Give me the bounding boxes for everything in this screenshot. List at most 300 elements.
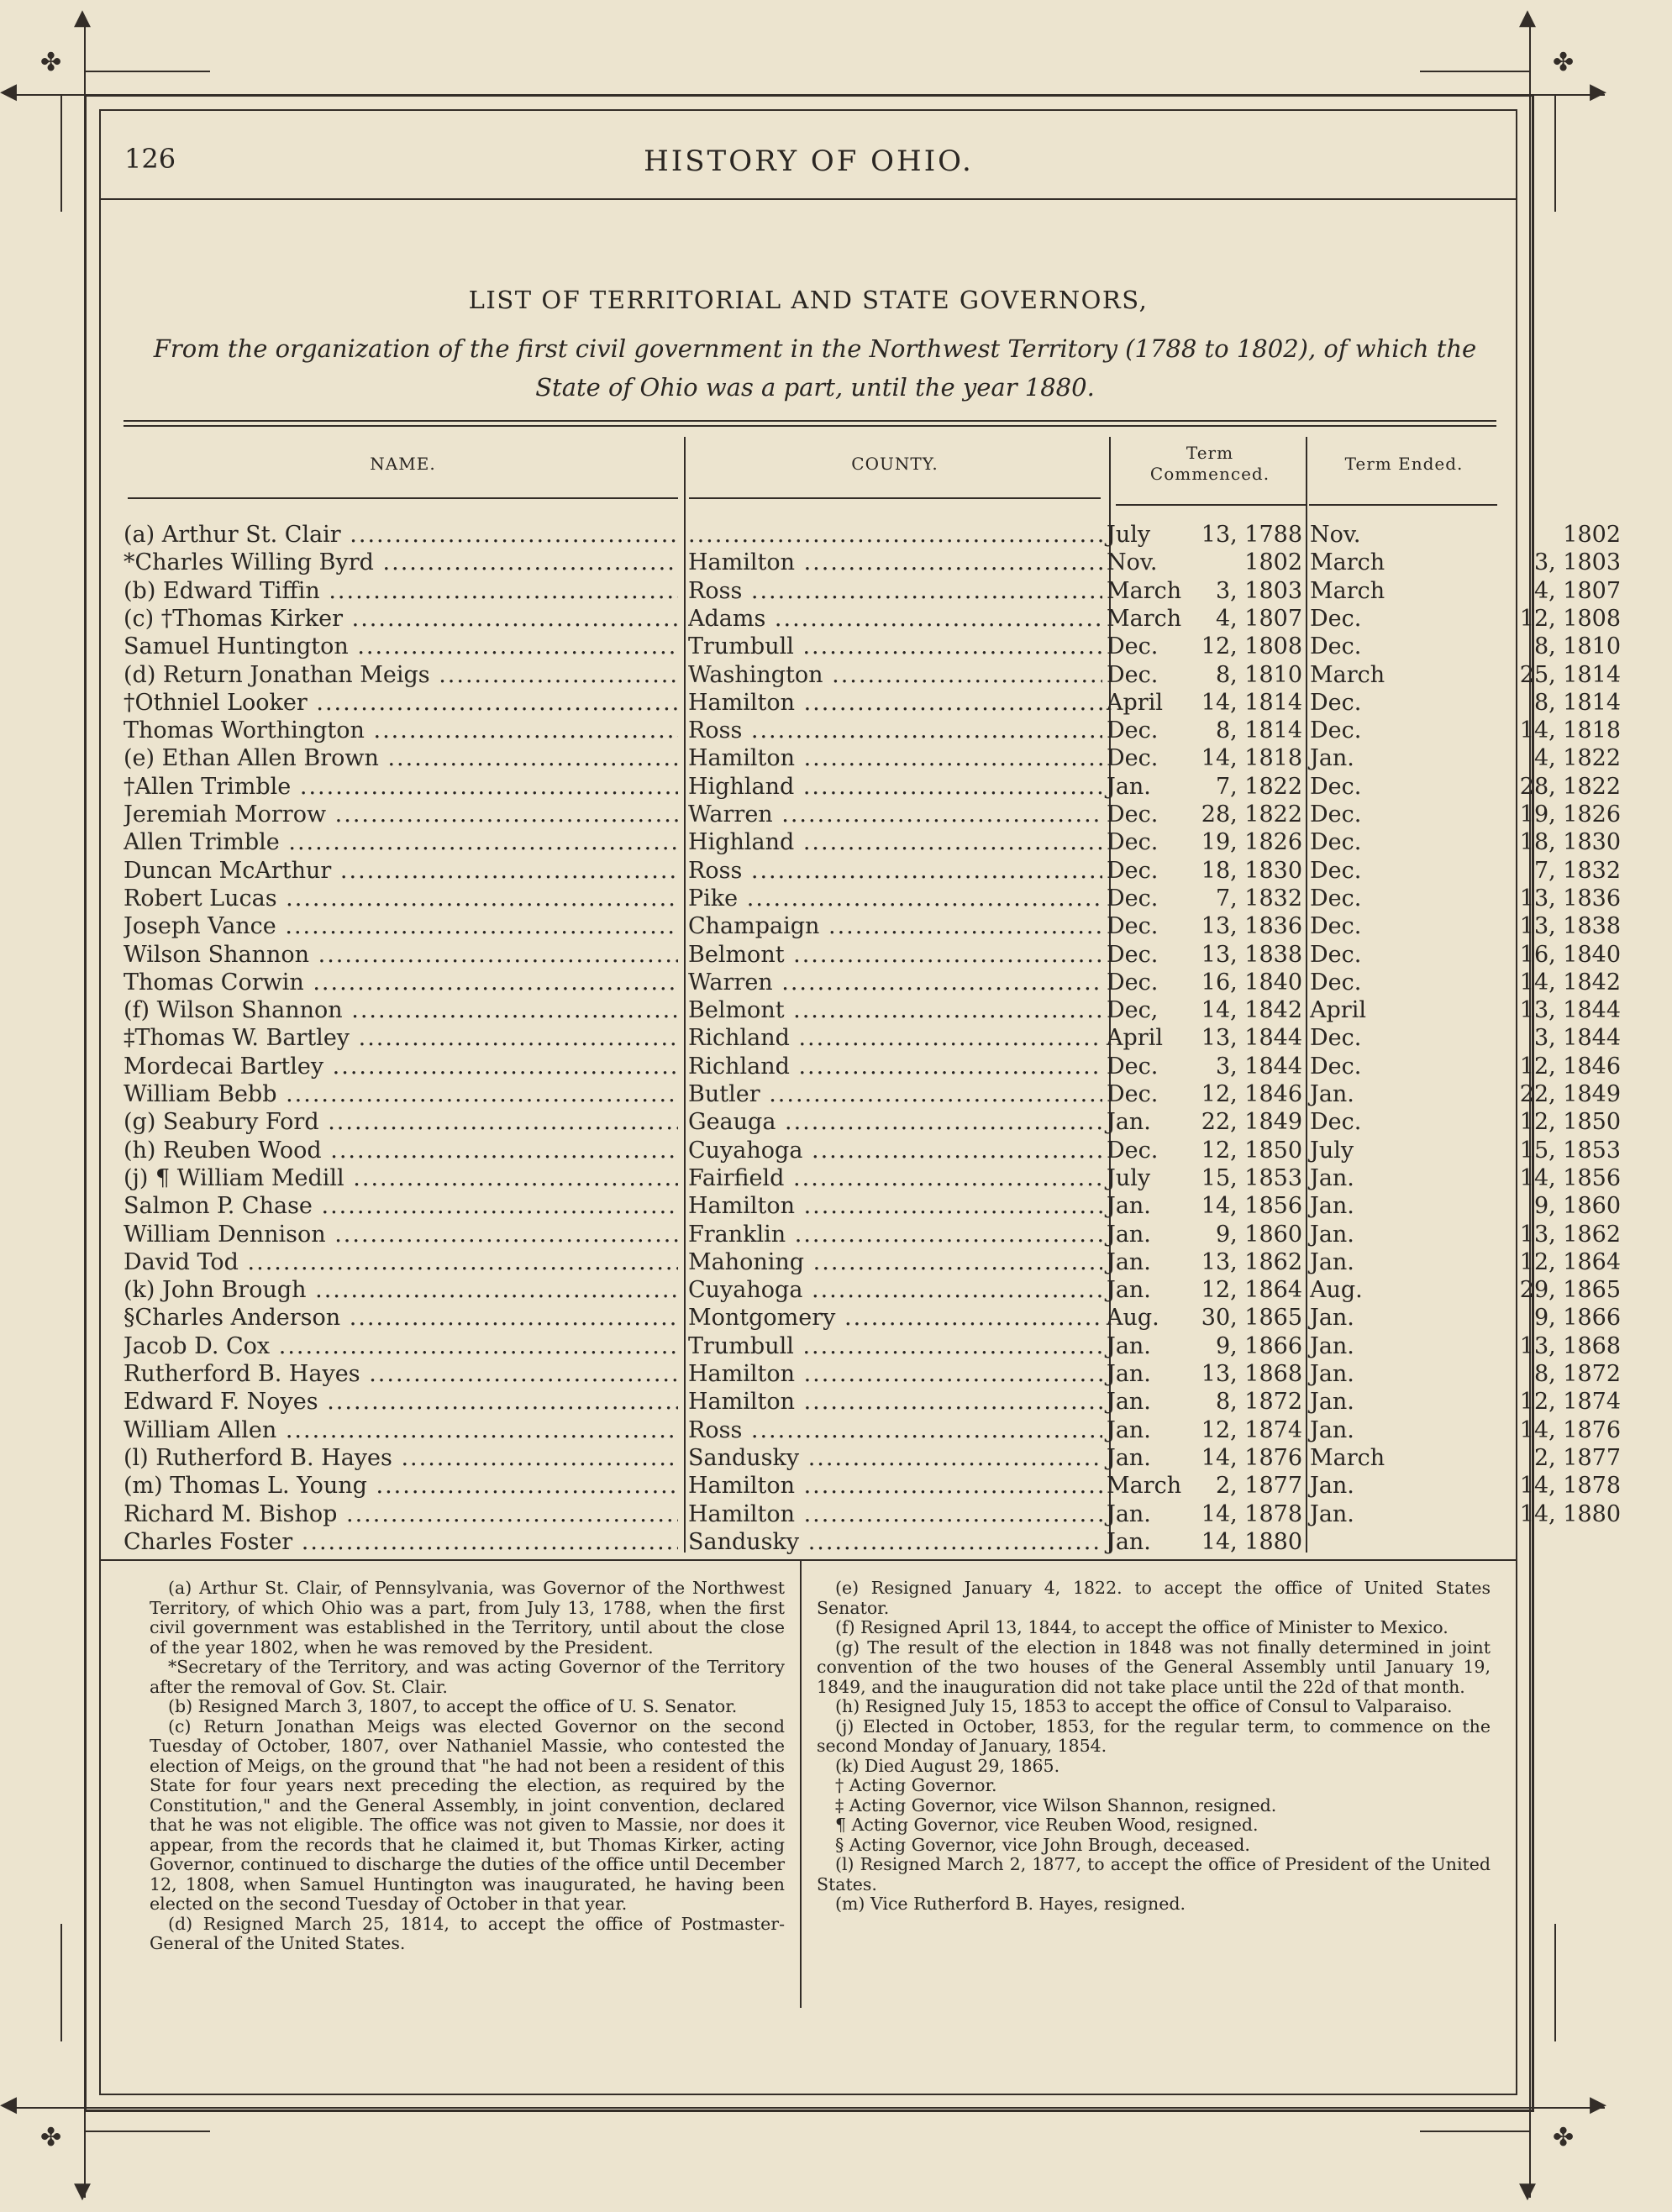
- term-commenced-day-year: 3, 1844: [1215, 1053, 1302, 1080]
- term-ended-day-year: 1802: [1563, 522, 1621, 548]
- table-top-rule: [124, 425, 1496, 427]
- term-ended-day-year: 14, 1842: [1519, 969, 1621, 996]
- term-commenced-month: April: [1107, 1025, 1163, 1052]
- governor-county: Highland .....: [688, 773, 1102, 801]
- term-ended: [1310, 1192, 1621, 1220]
- term-commenced: [1107, 1500, 1302, 1528]
- governor-county: Warren .....: [688, 969, 1102, 996]
- term-ended: [1310, 773, 1621, 801]
- footnote: (h) Resigned July 15, 1853 to accept the office of Consul to Valparaiso.: [835, 1696, 1453, 1716]
- term-commenced-month: Dec.: [1107, 717, 1159, 744]
- governor-name: (j) ¶ William Medill .....: [124, 1164, 678, 1192]
- governor-name: ‡Thomas W. Bartley .....: [124, 1024, 678, 1052]
- term-ended-day-year: 9, 1866: [1533, 1305, 1621, 1332]
- term-commenced: [1107, 801, 1302, 828]
- term-commenced-month: Jan.: [1107, 1500, 1151, 1527]
- governor-county: Belmont .....: [688, 941, 1102, 969]
- footnote: (l) Resigned March 2, 1877, to accept the office of President of the United States.: [817, 1854, 1491, 1894]
- term-commenced: [1107, 1080, 1302, 1108]
- governor-name: (h) Reuben Wood .....: [124, 1137, 678, 1164]
- term-commenced-day-year: 13, 1868: [1201, 1361, 1302, 1387]
- term-ended-day-year: 16, 1840: [1519, 941, 1621, 968]
- header-name: NAME.: [370, 454, 436, 474]
- term-commenced: [1107, 1332, 1302, 1360]
- term-ended-day-year: 14, 1880: [1519, 1500, 1621, 1527]
- table-row: [124, 1137, 1621, 1164]
- arrow-left-icon: ◀: [0, 79, 17, 104]
- term-commenced: [1107, 828, 1302, 856]
- governor-name: (m) Thomas L. Young .....: [124, 1472, 678, 1500]
- term-commenced-month: Dec,: [1107, 997, 1159, 1024]
- term-ended: [1310, 1276, 1621, 1304]
- footnote: (m) Vice Rutherford B. Hayes, resigned.: [835, 1894, 1186, 1914]
- term-ended: [1310, 605, 1621, 633]
- governor-county: Butler .....: [688, 1080, 1102, 1108]
- governor-county: Ross .....: [688, 577, 1102, 605]
- governor-name: Wilson Shannon .....: [124, 941, 678, 969]
- term-commenced: [1107, 1164, 1302, 1192]
- corner-ornament-icon: ✤: [1553, 2123, 1575, 2152]
- term-commenced: [1107, 717, 1302, 744]
- term-commenced: [1107, 1221, 1302, 1248]
- term-commenced-day-year: 8, 1872: [1215, 1389, 1302, 1416]
- term-commenced-day-year: 14, 1856: [1201, 1193, 1302, 1220]
- term-ended: [1310, 577, 1621, 605]
- term-ended-month: Jan.: [1310, 1248, 1354, 1275]
- table-row: [124, 1053, 1621, 1080]
- governor-county: Hamilton .....: [688, 689, 1102, 717]
- table-row: [124, 1388, 1621, 1416]
- term-ended-month: Jan.: [1310, 1500, 1354, 1527]
- term-ended-month: March: [1310, 549, 1385, 576]
- term-ended: [1310, 521, 1621, 549]
- table-row: [124, 1276, 1621, 1304]
- term-commenced-day-year: 30, 1865: [1201, 1305, 1302, 1332]
- term-commenced: [1107, 1416, 1302, 1444]
- table-row: [124, 605, 1621, 633]
- governor-county: Richland .....: [688, 1024, 1102, 1052]
- governor-name: David Tod .....: [124, 1248, 678, 1276]
- governor-county: Cuyahoga .....: [688, 1137, 1102, 1164]
- governor-county: Hamilton .....: [688, 744, 1102, 772]
- term-commenced-day-year: 1802: [1244, 549, 1302, 576]
- term-ended: [1310, 689, 1621, 717]
- term-ended: [1310, 941, 1621, 969]
- governor-county: Fairfield .....: [688, 1164, 1102, 1192]
- term-ended: [1310, 801, 1621, 828]
- term-commenced-day-year: 14, 1876: [1201, 1444, 1302, 1471]
- term-ended: [1310, 1500, 1621, 1528]
- term-commenced-day-year: 13, 1788: [1201, 522, 1302, 548]
- term-ended-month: Jan.: [1310, 1389, 1354, 1416]
- footnote: ¶ Acting Governor, vice Reuben Wood, resigned.: [835, 1815, 1259, 1835]
- governor-county: Belmont .....: [688, 996, 1102, 1024]
- term-ended-month: Dec.: [1310, 801, 1362, 828]
- table-row: [124, 885, 1621, 912]
- governor-name: Robert Lucas .....: [124, 885, 678, 912]
- term-ended: [1310, 744, 1621, 772]
- table-bottom-rule: [99, 1559, 1516, 1561]
- term-ended-day-year: 12, 1864: [1519, 1248, 1621, 1275]
- term-commenced-month: March: [1107, 577, 1182, 604]
- term-commenced-month: Dec.: [1107, 969, 1159, 996]
- term-ended-month: Jan.: [1310, 1361, 1354, 1387]
- term-commenced: [1107, 521, 1302, 549]
- term-commenced: [1107, 1276, 1302, 1304]
- left-border-rule: [84, 17, 86, 2198]
- term-ended-day-year: 8, 1810: [1533, 633, 1621, 660]
- governor-name: Jeremiah Morrow .....: [124, 801, 678, 828]
- term-commenced-day-year: 18, 1830: [1201, 857, 1302, 884]
- term-ended-day-year: 28, 1822: [1519, 773, 1621, 800]
- footnote: ‡ Acting Governor, vice Wilson Shannon, resigned.: [835, 1794, 1277, 1815]
- top-right-flourish: [1420, 71, 1529, 72]
- term-ended-day-year: 14, 1876: [1519, 1416, 1621, 1443]
- term-ended-month: March: [1310, 1444, 1385, 1471]
- term-ended: [1310, 1332, 1621, 1360]
- term-commenced: [1107, 1472, 1302, 1500]
- term-ended-day-year: 12, 1846: [1519, 1053, 1621, 1080]
- governor-name: §Charles Anderson .....: [124, 1304, 678, 1332]
- term-ended-month: Dec.: [1310, 717, 1362, 744]
- term-commenced: [1107, 1360, 1302, 1388]
- term-ended-day-year: 12, 1808: [1519, 605, 1621, 632]
- table-row: [124, 549, 1621, 576]
- term-commenced-month: Jan.: [1107, 1332, 1151, 1359]
- governor-county: Cuyahoga .....: [688, 1276, 1102, 1304]
- bottom-left-flourish: [84, 2131, 210, 2132]
- footnote: (e) Resigned January 4, 1822. to accept the office of United States Senator.: [817, 1578, 1491, 1618]
- term-commenced: [1107, 773, 1302, 801]
- footnote: (a) Arthur St. Clair, of Pennsylvania, was Governor of the Northwest Territory, of which Ohio was a part, from July 13, 1788, when the first civil government was established in the Territory, until about the close of the year 1802, when he was removed by the President.: [150, 1578, 785, 1658]
- arrow-right-icon: ▶: [1590, 79, 1606, 104]
- term-ended-day-year: 3, 1844: [1533, 1025, 1621, 1052]
- term-ended-month: Dec.: [1310, 913, 1362, 940]
- table-row: [124, 1528, 1501, 1556]
- header-underline: [128, 497, 678, 499]
- table-row: [124, 633, 1621, 660]
- term-ended-month: Dec.: [1310, 829, 1362, 856]
- governor-county: Ross .....: [688, 717, 1102, 744]
- governor-name: †Allen Trimble .....: [124, 773, 678, 801]
- header-term-ended: Term Ended.: [1344, 454, 1464, 474]
- term-commenced: [1107, 744, 1302, 772]
- term-commenced-month: Dec.: [1107, 801, 1159, 828]
- term-commenced-month: Jan.: [1107, 1444, 1151, 1471]
- term-ended-day-year: 15, 1853: [1519, 1137, 1621, 1164]
- term-commenced-day-year: 15, 1853: [1201, 1164, 1302, 1191]
- governor-name: Charles Foster .....: [124, 1528, 678, 1556]
- governor-county: Trumbull .....: [688, 633, 1102, 660]
- term-commenced-month: Jan.: [1107, 1221, 1151, 1248]
- term-ended: [1310, 996, 1621, 1024]
- header-term-commenced: Term Commenced.: [1149, 443, 1270, 484]
- table-row: [124, 521, 1621, 549]
- governor-county: Sandusky .....: [688, 1444, 1102, 1472]
- term-commenced-day-year: 9, 1866: [1215, 1332, 1302, 1359]
- term-commenced-month: Jan.: [1107, 1248, 1151, 1275]
- term-commenced-day-year: 12, 1808: [1201, 633, 1302, 660]
- term-ended-month: Jan.: [1310, 1193, 1354, 1220]
- term-ended-day-year: 12, 1850: [1519, 1109, 1621, 1136]
- governor-county: Hamilton .....: [688, 1388, 1102, 1416]
- governor-county: Sandusky .....: [688, 1528, 1102, 1556]
- term-ended-month: Dec.: [1310, 969, 1362, 996]
- term-commenced-month: Jan.: [1107, 1389, 1151, 1416]
- footnote: † Acting Governor.: [835, 1775, 997, 1795]
- term-commenced: [1107, 577, 1302, 605]
- governor-county: Montgomery .....: [688, 1304, 1102, 1332]
- governor-name: (g) Seabury Ford .....: [124, 1108, 678, 1136]
- term-commenced-day-year: 12, 1846: [1201, 1081, 1302, 1107]
- footnote: *Secretary of the Territory, and was acting Governor of the Territory after the removal of Gov. St. Clair.: [150, 1657, 785, 1697]
- table-row: [124, 773, 1621, 801]
- term-ended: [1310, 1053, 1621, 1080]
- corner-ornament-icon: ✤: [40, 2123, 62, 2152]
- governor-county: Richland .....: [688, 1053, 1102, 1080]
- term-ended: [1310, 857, 1621, 885]
- term-commenced-month: Jan.: [1107, 1193, 1151, 1220]
- term-ended-month: Dec.: [1310, 689, 1362, 716]
- term-ended-day-year: 14, 1856: [1519, 1164, 1621, 1191]
- term-commenced: [1107, 969, 1302, 996]
- term-ended: [1310, 1137, 1621, 1164]
- term-ended-month: Dec.: [1310, 1025, 1362, 1052]
- footnote: § Acting Governor, vice John Brough, deceased.: [835, 1834, 1250, 1855]
- table-row: [124, 996, 1621, 1024]
- term-commenced-day-year: 3, 1803: [1215, 577, 1302, 604]
- term-commenced-day-year: 12, 1850: [1201, 1137, 1302, 1164]
- term-commenced: [1107, 941, 1302, 969]
- term-commenced-day-year: 13, 1844: [1201, 1025, 1302, 1052]
- governor-name: (d) Return Jonathan Meigs .....: [124, 661, 678, 689]
- term-commenced-month: Dec.: [1107, 941, 1159, 968]
- term-commenced: [1107, 1388, 1302, 1416]
- term-commenced-day-year: 22, 1849: [1201, 1109, 1302, 1136]
- term-ended: [1310, 1416, 1621, 1444]
- term-commenced-day-year: 14, 1878: [1201, 1500, 1302, 1527]
- governor-name: William Dennison .....: [124, 1221, 678, 1248]
- list-title: LIST OF TERRITORIAL AND STATE GOVERNORS,: [468, 286, 1149, 314]
- bottom-right-flourish: [1420, 2131, 1529, 2132]
- arrow-right-icon: ▶: [1590, 2092, 1606, 2117]
- term-ended-day-year: 14, 1878: [1519, 1473, 1621, 1500]
- top-left-flourish: [84, 71, 210, 72]
- term-ended-day-year: 13, 1868: [1519, 1332, 1621, 1359]
- term-commenced-day-year: 7, 1822: [1215, 773, 1302, 800]
- governor-county: Highland .....: [688, 828, 1102, 856]
- term-ended-month: Aug.: [1310, 1277, 1363, 1304]
- governor-name: (f) Wilson Shannon .....: [124, 996, 678, 1024]
- term-ended: [1310, 1444, 1621, 1472]
- table-row: [124, 717, 1621, 744]
- term-commenced: [1107, 549, 1302, 576]
- table-row: [124, 801, 1621, 828]
- term-commenced-month: July: [1107, 522, 1151, 548]
- term-commenced: [1107, 633, 1302, 660]
- term-ended: [1310, 1024, 1621, 1052]
- governor-name: Duncan McArthur .....: [124, 857, 678, 885]
- term-ended-day-year: 18, 1830: [1519, 829, 1621, 856]
- term-commenced-day-year: 12, 1864: [1201, 1277, 1302, 1304]
- term-commenced: [1107, 996, 1302, 1024]
- term-ended: [1310, 885, 1621, 912]
- left-bottom-flourish: [60, 1924, 62, 2041]
- term-commenced-month: Dec.: [1107, 633, 1159, 660]
- term-commenced-month: Dec.: [1107, 1081, 1159, 1107]
- header-county: COUNTY.: [851, 454, 939, 474]
- table-row: [124, 744, 1621, 772]
- term-commenced-month: Dec.: [1107, 1053, 1159, 1080]
- header-underline: [1116, 504, 1306, 506]
- governor-county: [688, 521, 1102, 549]
- table-row: [124, 1024, 1621, 1052]
- term-ended-day-year: 2, 1877: [1533, 1444, 1621, 1471]
- term-ended: [1310, 1164, 1621, 1192]
- term-ended-month: Dec.: [1310, 885, 1362, 912]
- term-ended: [1310, 661, 1621, 689]
- table-top-rule: [124, 420, 1496, 422]
- term-commenced-month: Dec.: [1107, 661, 1159, 688]
- term-ended-month: Jan.: [1310, 1473, 1354, 1500]
- footnote: (j) Elected in October, 1853, for the regular term, to commence on the second Monday of January, 1854.: [817, 1715, 1491, 1756]
- table-row: [124, 1221, 1621, 1248]
- term-ended-day-year: 4, 1822: [1533, 745, 1621, 772]
- term-commenced: [1107, 857, 1302, 885]
- table-row: [124, 1304, 1621, 1332]
- governor-name: (a) Arthur St. Clair .....: [124, 521, 678, 549]
- term-ended-month: Dec.: [1310, 857, 1362, 884]
- term-commenced-month: March: [1107, 605, 1182, 632]
- term-ended-day-year: 29, 1865: [1519, 1277, 1621, 1304]
- term-ended-month: March: [1310, 661, 1385, 688]
- term-ended-month: March: [1310, 577, 1385, 604]
- term-ended-month: April: [1310, 997, 1366, 1024]
- term-ended-month: Nov.: [1310, 522, 1361, 548]
- governor-county: Pike .....: [688, 885, 1102, 912]
- arrow-left-icon: ◀: [0, 2092, 17, 2117]
- term-commenced: [1107, 1528, 1302, 1556]
- governor-name: Mordecai Bartley .....: [124, 1053, 678, 1080]
- term-commenced: [1107, 885, 1302, 912]
- term-commenced-month: April: [1107, 689, 1163, 716]
- footnote: (c) Return Jonathan Meigs was elected Governor on the second Tuesday of October, 1807, over Nathaniel Massie, who contested the election of Meigs, on the ground that "he had not been a resident of this State for four years next preceding the election, as required by the Constitution," and the General Assembly, in joint convention, declared that he was not eligible. The office was not given to Massie, nor does it appear, from the records that he claimed it, but Thomas Kirker, acting Governor, continued to discharge the duties of the office until December 12, 1808, when Samuel Huntington was inaugurated, he having been elected on the second Tuesday of October in that year.: [150, 1715, 785, 1914]
- corner-ornament-icon: ✤: [40, 48, 62, 77]
- term-commenced-month: Aug.: [1107, 1305, 1159, 1332]
- term-ended: [1310, 1528, 1621, 1556]
- term-ended: [1310, 1360, 1621, 1388]
- footnotes-left: [150, 1579, 785, 1954]
- footnote: (f) Resigned April 13, 1844, to accept the office of Minister to Mexico.: [835, 1617, 1449, 1637]
- governor-name: Rutherford B. Hayes .....: [124, 1360, 678, 1388]
- table-row: [124, 1500, 1621, 1528]
- term-ended-day-year: 12, 1874: [1519, 1389, 1621, 1416]
- term-commenced-month: Jan.: [1107, 1361, 1151, 1387]
- term-ended-month: Dec.: [1310, 633, 1362, 660]
- governor-name: Thomas Corwin .....: [124, 969, 678, 996]
- governor-county: Hamilton .....: [688, 1472, 1102, 1500]
- term-commenced-month: Dec.: [1107, 857, 1159, 884]
- governor-name: (l) Rutherford B. Hayes .....: [124, 1444, 678, 1472]
- term-commenced-day-year: 12, 1874: [1201, 1416, 1302, 1443]
- term-ended: [1310, 1080, 1621, 1108]
- table-row: [124, 1108, 1621, 1136]
- term-ended-month: July: [1310, 1137, 1354, 1164]
- governor-name: Salmon P. Chase .....: [124, 1192, 678, 1220]
- term-commenced-month: Dec.: [1107, 885, 1159, 912]
- term-commenced: [1107, 1304, 1302, 1332]
- table-row: [124, 1332, 1621, 1360]
- footnotes-right: [817, 1579, 1491, 1915]
- term-commenced-day-year: 2, 1877: [1215, 1473, 1302, 1500]
- governor-county: Washington .....: [688, 661, 1102, 689]
- term-commenced-month: Jan.: [1107, 1528, 1151, 1555]
- term-ended-day-year: 7, 1832: [1533, 857, 1621, 884]
- table-row: [124, 1164, 1621, 1192]
- term-commenced-day-year: 14, 1880: [1201, 1528, 1302, 1555]
- footnote: (b) Resigned March 3, 1807, to accept the office of U. S. Senator.: [168, 1696, 738, 1716]
- term-commenced-day-year: 4, 1807: [1215, 605, 1302, 632]
- arrow-up-icon: ▲: [1519, 5, 1536, 30]
- term-ended: [1310, 1108, 1621, 1136]
- term-ended-day-year: 9, 1860: [1533, 1193, 1621, 1220]
- term-ended-month: Jan.: [1310, 1416, 1354, 1443]
- governor-county: Ross .....: [688, 857, 1102, 885]
- governor-county: Franklin .....: [688, 1221, 1102, 1248]
- term-commenced-month: Dec.: [1107, 1137, 1159, 1164]
- term-commenced: [1107, 1137, 1302, 1164]
- term-commenced-day-year: 7, 1832: [1215, 885, 1302, 912]
- governor-name: William Bebb .....: [124, 1080, 678, 1108]
- term-ended-day-year: 19, 1826: [1519, 801, 1621, 828]
- term-commenced-month: Dec.: [1107, 829, 1159, 856]
- term-commenced-month: Jan.: [1107, 1416, 1151, 1443]
- table-row: [124, 577, 1621, 605]
- governor-name: Thomas Worthington .....: [124, 717, 678, 744]
- term-commenced-day-year: 9, 1860: [1215, 1221, 1302, 1248]
- governor-name: Richard M. Bishop .....: [124, 1500, 678, 1528]
- governor-county: Hamilton .....: [688, 1360, 1102, 1388]
- governor-name: Allen Trimble .....: [124, 828, 678, 856]
- term-commenced-day-year: 8, 1814: [1215, 717, 1302, 744]
- term-commenced-day-year: 28, 1822: [1201, 801, 1302, 828]
- subtitle: From the organization of the first civil government in the Northwest Territory (1788 to 1802), of which the State of Ohio was a part, until the year 1880.: [153, 334, 1477, 402]
- table-row: [124, 1444, 1621, 1472]
- term-ended-day-year: 13, 1844: [1519, 997, 1621, 1024]
- term-ended-month: Dec.: [1310, 1053, 1362, 1080]
- table-row: [124, 1192, 1621, 1220]
- term-ended-day-year: 3, 1803: [1533, 549, 1621, 576]
- term-ended: [1310, 912, 1621, 940]
- term-ended-day-year: 13, 1862: [1519, 1221, 1621, 1248]
- term-ended-day-year: 4, 1807: [1533, 577, 1621, 604]
- term-commenced-month: Dec.: [1107, 913, 1159, 940]
- governor-county: Mahoning .....: [688, 1248, 1102, 1276]
- term-ended-month: Dec.: [1310, 773, 1362, 800]
- term-ended: [1310, 1304, 1621, 1332]
- table-row: [124, 1472, 1621, 1500]
- term-commenced-month: Jan.: [1107, 1109, 1151, 1136]
- table-row: [124, 661, 1621, 689]
- term-commenced-month: Jan.: [1107, 1277, 1151, 1304]
- term-commenced-day-year: 19, 1826: [1201, 829, 1302, 856]
- term-ended: [1310, 1472, 1621, 1500]
- term-ended-month: Jan.: [1310, 1332, 1354, 1359]
- table-row: [124, 1248, 1621, 1276]
- term-commenced-day-year: 14, 1842: [1201, 997, 1302, 1024]
- header-rule: [99, 198, 1516, 200]
- term-ended-month: Jan.: [1310, 1221, 1354, 1248]
